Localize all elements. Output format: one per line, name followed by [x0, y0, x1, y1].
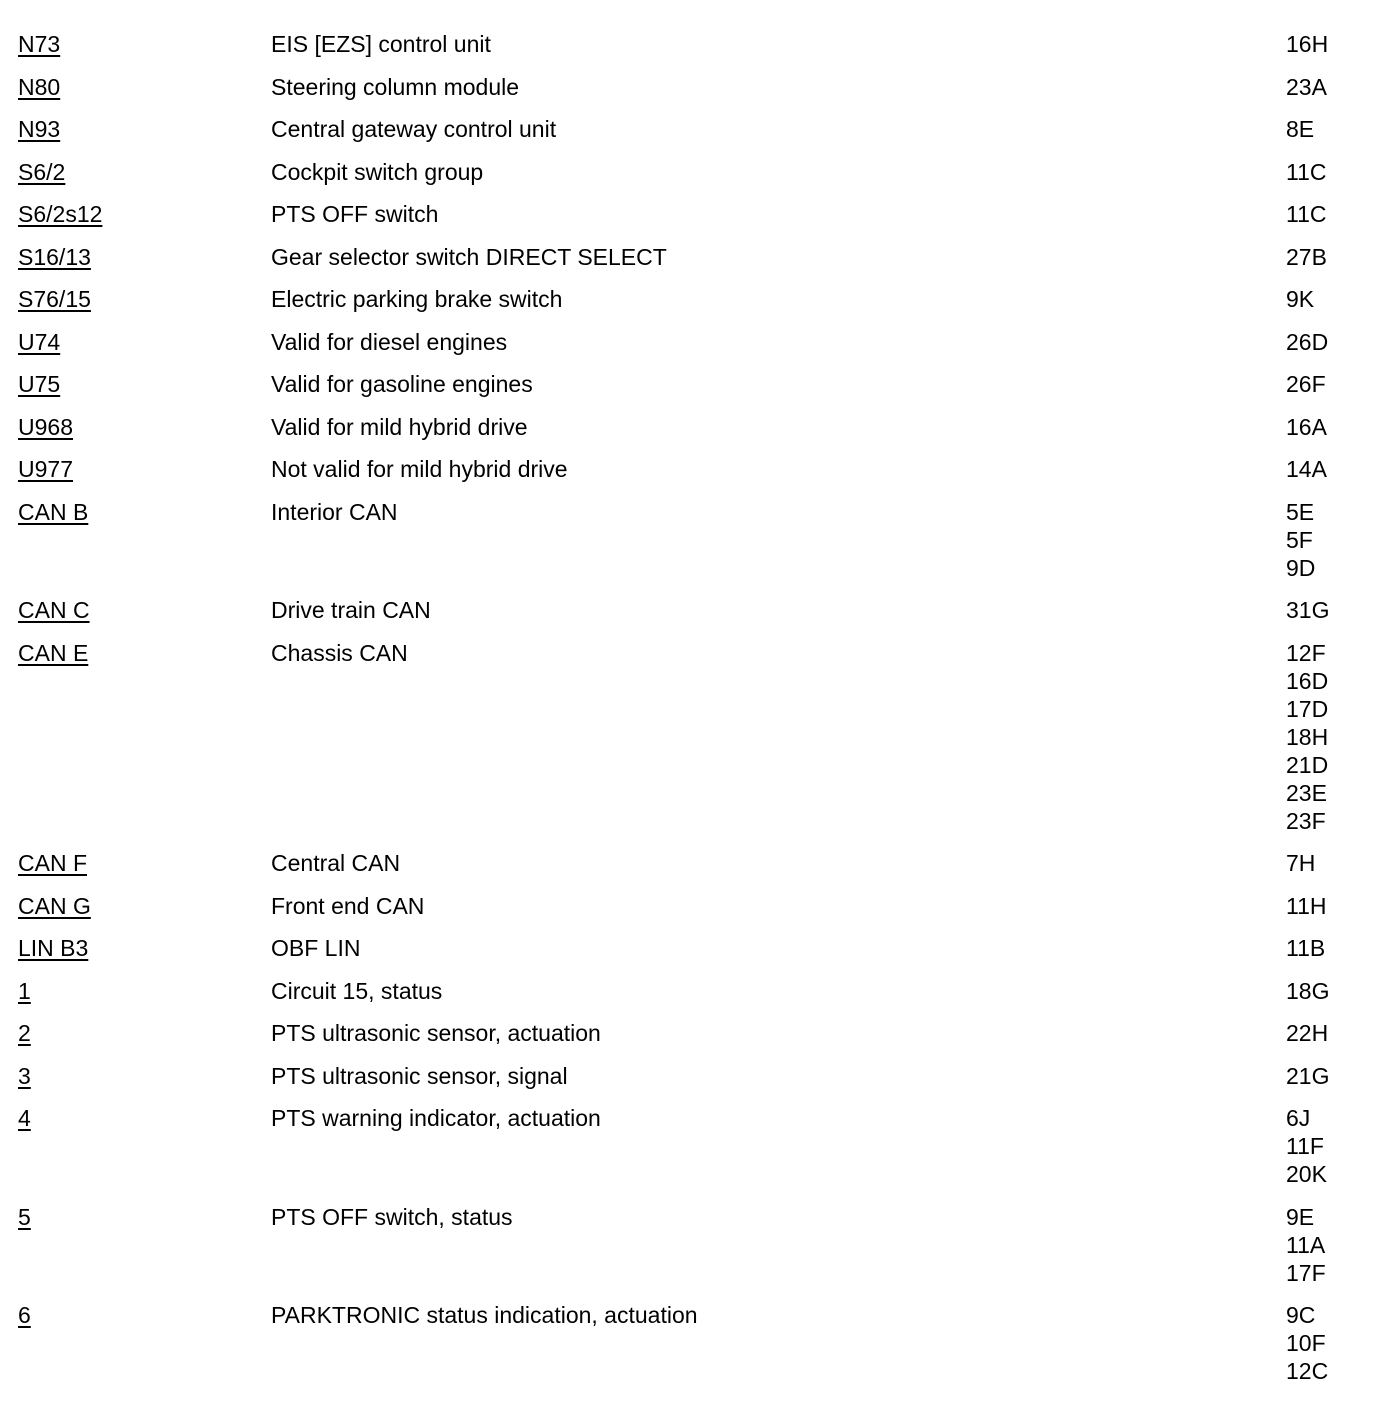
grid-reference: 26D [1286, 328, 1329, 355]
component-code-link[interactable]: LIN B3 [18, 935, 89, 961]
legend-row [18, 498, 1378, 582]
legend-row [18, 243, 1378, 271]
component-code-link[interactable]: S6/2 [18, 158, 66, 185]
component-code-cell [18, 977, 271, 1005]
grid-reference: 11H [1286, 892, 1327, 919]
grid-reference: 31G [1286, 597, 1330, 623]
component-description: Central gateway control unit [271, 116, 557, 142]
grid-reference: 22H [1286, 1020, 1329, 1046]
grid-reference: 23E [1286, 779, 1327, 806]
component-code-cell [18, 892, 271, 920]
component-code-cell [18, 413, 271, 441]
component-code-link[interactable]: U968 [18, 413, 73, 440]
legend-row [18, 455, 1378, 483]
grid-reference: 10F [1286, 1330, 1326, 1356]
component-code-cell [18, 639, 271, 667]
component-description: PTS ultrasonic sensor, signal [271, 1062, 568, 1089]
component-code-cell [18, 1019, 271, 1047]
legend-row [18, 328, 1378, 356]
component-description: Electric parking brake switch [271, 286, 563, 312]
grid-reference: 16A [1286, 413, 1327, 440]
grid-reference: 23F [1286, 807, 1326, 834]
component-description: Interior CAN [271, 498, 398, 525]
component-code-link[interactable]: CAN E [18, 639, 89, 666]
component-description: PTS warning indicator, actuation [271, 1105, 601, 1131]
grid-reference: 5E [1286, 498, 1315, 525]
component-code-cell [18, 328, 271, 356]
grid-reference: 17D [1286, 695, 1329, 722]
component-description: PARKTRONIC status indication, actuation [271, 1302, 698, 1328]
component-description: Valid for mild hybrid drive [271, 413, 528, 440]
legend-row [18, 1062, 1378, 1090]
grid-reference-list [1286, 498, 1378, 582]
component-code-cell [18, 158, 271, 186]
legend-row [18, 639, 1378, 835]
component-code-link[interactable]: S76/15 [18, 286, 91, 312]
grid-reference-list [1286, 1203, 1378, 1287]
grid-reference-list [1286, 285, 1378, 313]
component-code-link[interactable]: S6/2s12 [18, 201, 103, 227]
component-code-link[interactable]: S16/13 [18, 243, 91, 270]
component-description: Central CAN [271, 850, 401, 876]
component-description: Chassis CAN [271, 639, 408, 666]
legend-row [18, 413, 1378, 441]
grid-reference-list [1286, 1062, 1378, 1090]
legend-row [18, 115, 1378, 143]
legend-row [18, 596, 1378, 624]
component-code-link[interactable]: N80 [18, 73, 61, 100]
component-description: Not valid for mild hybrid drive [271, 456, 568, 482]
grid-reference: 5F [1286, 526, 1313, 553]
grid-reference-list [1286, 934, 1378, 962]
grid-reference: 21D [1286, 751, 1329, 778]
component-description: Front end CAN [271, 892, 425, 919]
legend-row [18, 73, 1378, 101]
grid-reference-list [1286, 200, 1378, 228]
grid-reference: 11F [1286, 1133, 1324, 1159]
component-description: Valid for diesel engines [271, 328, 508, 355]
legend-row [18, 200, 1378, 228]
component-description: Steering column module [271, 73, 520, 100]
grid-reference: 8E [1286, 116, 1315, 142]
grid-reference: 23A [1286, 73, 1327, 100]
legend-row [18, 1019, 1378, 1047]
grid-reference-list [1286, 639, 1378, 835]
component-code-cell [18, 115, 271, 143]
grid-reference-list [1286, 328, 1378, 356]
grid-reference: 26F [1286, 371, 1326, 397]
component-code-link[interactable]: 1 [18, 977, 31, 1004]
component-code-link[interactable]: 2 [18, 1020, 31, 1046]
component-description: Drive train CAN [271, 597, 431, 623]
grid-reference-list [1286, 849, 1378, 877]
grid-reference: 11A [1286, 1231, 1326, 1258]
legend-row [18, 158, 1378, 186]
component-code-link[interactable]: CAN F [18, 850, 87, 876]
grid-reference-list [1286, 1301, 1378, 1385]
component-code-cell [18, 285, 271, 313]
grid-reference-list [1286, 1019, 1378, 1047]
grid-reference: 11C [1286, 201, 1327, 227]
component-code-link[interactable]: 4 [18, 1105, 31, 1131]
grid-reference: 17F [1286, 1259, 1326, 1286]
legend-row [18, 1104, 1378, 1188]
component-code-cell [18, 370, 271, 398]
grid-reference: 16D [1286, 667, 1329, 694]
legend-row [18, 934, 1378, 962]
grid-reference: 14A [1286, 456, 1327, 482]
grid-reference: 9E [1286, 1203, 1315, 1230]
component-code-link[interactable]: CAN B [18, 498, 89, 525]
component-description: PTS OFF switch [271, 201, 439, 227]
grid-reference-list [1286, 115, 1378, 143]
grid-reference: 9C [1286, 1302, 1316, 1328]
component-code-cell [18, 243, 271, 271]
component-code-link[interactable]: U74 [18, 328, 61, 355]
component-code-cell [18, 30, 271, 58]
grid-reference: 11B [1286, 935, 1326, 961]
component-description: Cockpit switch group [271, 158, 484, 185]
legend-row [18, 849, 1378, 877]
component-description: Gear selector switch DIRECT SELECT [271, 243, 667, 270]
component-code-link[interactable]: CAN C [18, 597, 90, 623]
legend-row [18, 1203, 1378, 1287]
component-code-link[interactable]: U75 [18, 371, 61, 397]
component-code-cell [18, 1062, 271, 1090]
grid-reference-list [1286, 892, 1378, 920]
grid-reference-list [1286, 30, 1378, 58]
legend-row [18, 892, 1378, 920]
component-description: OBF LIN [271, 935, 361, 961]
legend-table [18, 30, 1378, 1400]
legend-row [18, 285, 1378, 313]
legend-row [18, 370, 1378, 398]
component-code-link[interactable]: CAN G [18, 892, 91, 919]
grid-reference-list [1286, 158, 1378, 186]
grid-reference: 20K [1286, 1161, 1327, 1187]
component-code-cell [18, 596, 271, 624]
legend-row [18, 1301, 1378, 1385]
component-code-cell [18, 455, 271, 483]
component-description: PTS OFF switch, status [271, 1203, 513, 1230]
grid-reference: 16H [1286, 31, 1329, 57]
component-description: Circuit 15, status [271, 977, 443, 1004]
grid-reference-list [1286, 596, 1378, 624]
component-code-cell [18, 1301, 271, 1329]
component-code-link[interactable]: U977 [18, 456, 73, 482]
grid-reference: 21G [1286, 1062, 1330, 1089]
component-code-cell [18, 1203, 271, 1231]
component-code-link[interactable]: 5 [18, 1203, 31, 1230]
legend-row [18, 30, 1378, 58]
component-code-cell [18, 200, 271, 228]
component-description: PTS ultrasonic sensor, actuation [271, 1020, 601, 1046]
component-code-cell [18, 849, 271, 877]
component-code-cell [18, 498, 271, 526]
grid-reference-list [1286, 977, 1378, 1005]
grid-reference: 27B [1286, 243, 1327, 270]
grid-reference: 12F [1286, 639, 1326, 666]
component-code-link[interactable]: N93 [18, 116, 61, 142]
grid-reference-list [1286, 73, 1378, 101]
grid-reference: 18G [1286, 977, 1330, 1004]
component-description: Valid for gasoline engines [271, 371, 533, 397]
grid-reference-list [1286, 1104, 1378, 1188]
component-code-link[interactable]: N73 [18, 31, 61, 57]
grid-reference: 12C [1286, 1358, 1329, 1384]
grid-reference: 6J [1286, 1105, 1311, 1131]
grid-reference: 18H [1286, 723, 1329, 750]
grid-reference: 9D [1286, 554, 1316, 581]
grid-reference: 11C [1286, 158, 1327, 185]
grid-reference-list [1286, 370, 1378, 398]
grid-reference: 9K [1286, 286, 1315, 312]
grid-reference-list [1286, 243, 1378, 271]
legend-row [18, 977, 1378, 1005]
component-code-link[interactable]: 6 [18, 1302, 31, 1328]
grid-reference: 7H [1286, 850, 1316, 876]
component-description: EIS [EZS] control unit [271, 31, 491, 57]
component-code-link[interactable]: 3 [18, 1062, 31, 1089]
component-code-cell [18, 934, 271, 962]
grid-reference-list [1286, 413, 1378, 441]
component-code-cell [18, 73, 271, 101]
component-code-cell [18, 1104, 271, 1132]
grid-reference-list [1286, 455, 1378, 483]
